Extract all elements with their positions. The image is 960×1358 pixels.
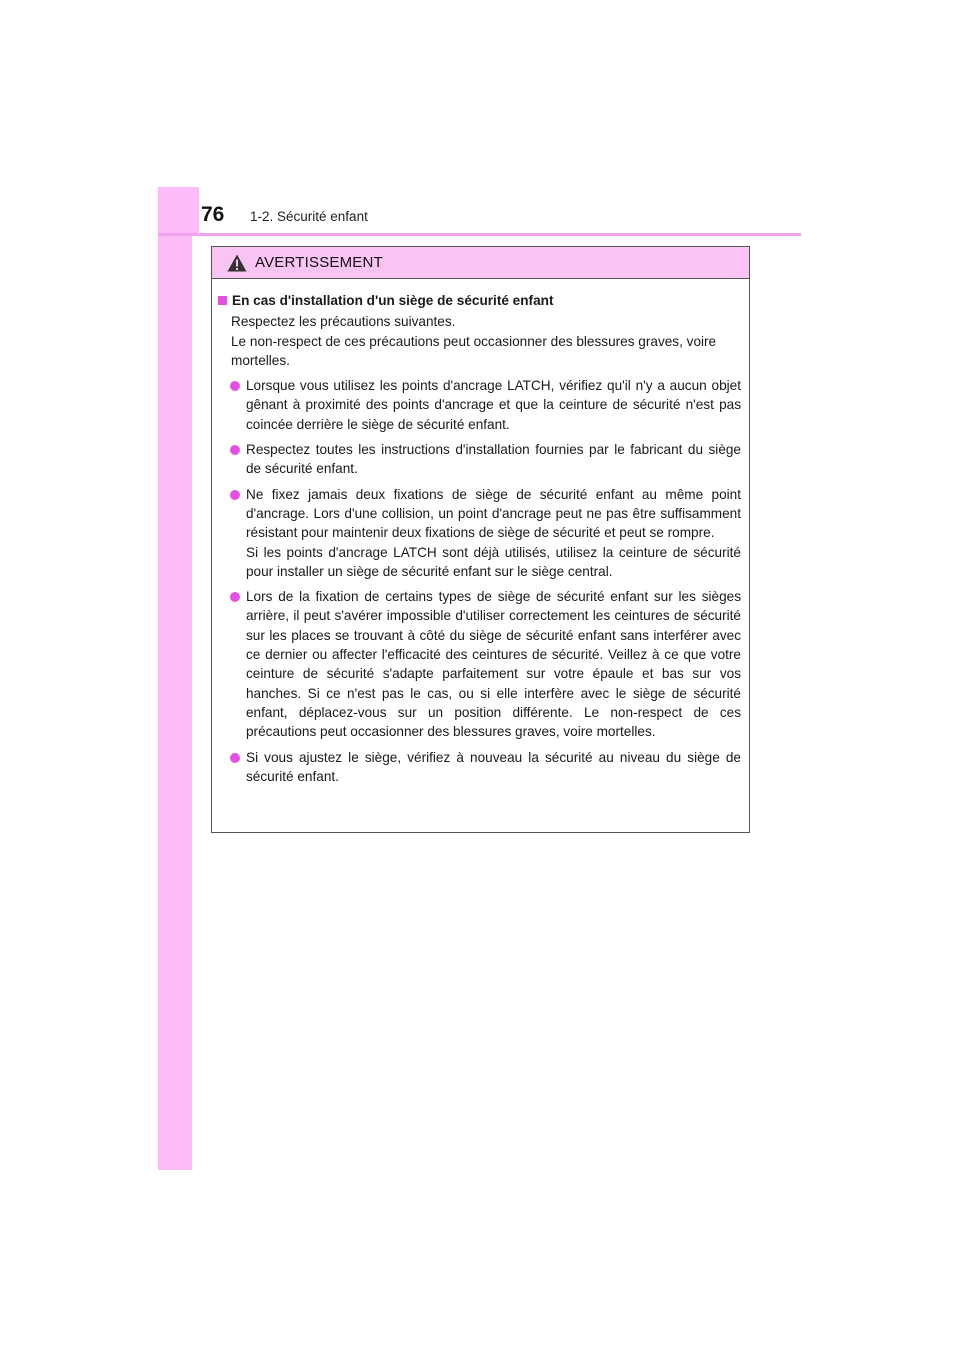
warning-heading: En cas d'installation d'un siège de sécurité enfant bbox=[232, 293, 554, 308]
intro-line: Respectez les précautions suivantes. bbox=[231, 314, 456, 330]
bullet-dot-icon bbox=[230, 753, 240, 763]
bullet-text: Lorsque vous utilisez les points d'ancrage LATCH, vérifiez qu'il n'y a aucun objet gênant à proximité des points d'ancrage et que la ceinture de sécurité n'est pas coincée derrière le siège de sécurité enfant. bbox=[246, 378, 741, 432]
section-title: 1-2. Sécurité enfant bbox=[250, 209, 368, 224]
warning-title: AVERTISSEMENT bbox=[255, 254, 383, 271]
warning-bullet-list bbox=[216, 376, 741, 786]
warning-heading-row bbox=[216, 291, 741, 310]
list-item bbox=[216, 587, 741, 741]
list-item bbox=[216, 485, 741, 581]
bullet-text: Ne fixez jamais deux fixations de siège de sécurité enfant au même point d'ancrage. Lors d'une collision, un point d'ancrage peut ne pas être suffisamment résistant pour maintenir deux fixations de siège de sécurité et peut se rompre. Si les points d'ancrage LATCH sont déjà utilisés, utilisez la ceinture de sécurité pour installer un siège de sécurité enfant sur le siège central. bbox=[246, 486, 741, 579]
list-item bbox=[216, 440, 741, 479]
bullet-text: Si vous ajustez le siège, vérifiez à nouveau la sécurité au niveau du siège de sécurité enfant. bbox=[246, 749, 741, 784]
bullet-text: Lors de la fixation de certains types de siège de sécurité enfant sur les sièges arrière, il peut s'avérer impossible d'utiliser correctement les ceintures de sécurité sur les places se trouvant à côté du siège de sécurité enfant sans interférer avec ce dernier ou affecter l'efficacité des ceintures de sécurité. Veillez à ce que votre ceinture de sécurité s'adapte parfaitement sur votre épaule et bas sur vos hanches. Si ce n'est pas le cas, ou si elle interfère avec le siège de sécurité enfant, déplacez-vous sur un position différente. Le non-respect de ces précautions peut occasionner des blessures graves, voire mortelles. bbox=[246, 589, 741, 740]
list-item bbox=[216, 376, 741, 434]
warning-intro bbox=[216, 312, 741, 370]
header-band bbox=[158, 187, 199, 234]
bullet-dot-icon bbox=[230, 445, 240, 455]
warning-triangle-icon bbox=[227, 254, 247, 272]
list-item bbox=[216, 748, 741, 787]
bullet-dot-icon bbox=[230, 592, 240, 602]
header-divider bbox=[158, 233, 801, 236]
bullet-dot-icon bbox=[230, 490, 240, 500]
intro-line: Le non-respect de ces précautions peut occasionner des blessures graves, voire mortelles. bbox=[231, 333, 717, 368]
bullet-text: Respectez toutes les instructions d'installation fournies par le fabricant du siège de sécurité enfant. bbox=[246, 442, 741, 477]
side-tab bbox=[158, 187, 192, 1170]
page-number: 76 bbox=[201, 203, 225, 226]
warning-header bbox=[212, 247, 749, 279]
square-bullet-icon bbox=[218, 296, 227, 305]
warning-box bbox=[211, 246, 750, 833]
bullet-dot-icon bbox=[230, 381, 240, 391]
warning-body bbox=[212, 279, 749, 786]
